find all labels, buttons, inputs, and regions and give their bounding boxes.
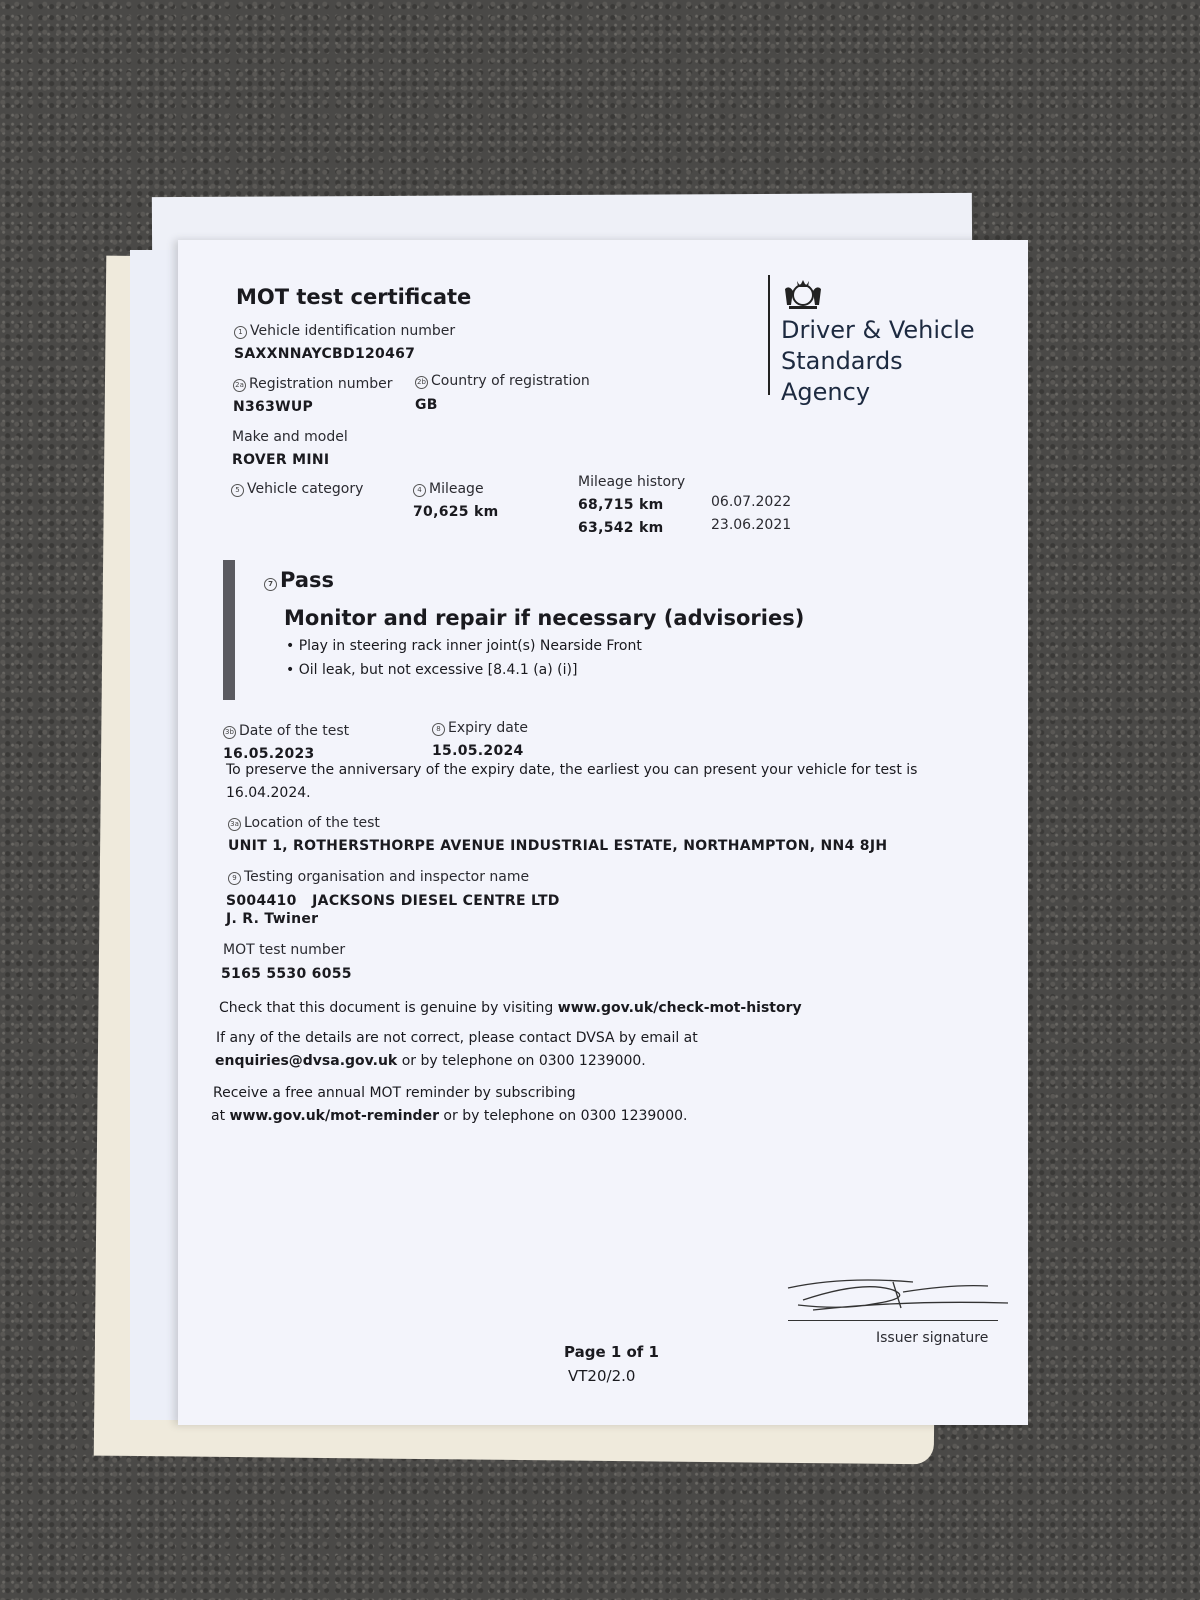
advisory-item: • Play in steering rack inner joint(s) Nearside Front	[286, 638, 642, 654]
field-number-icon: 3b	[223, 726, 236, 739]
country-label: 2b Country of registration	[415, 373, 590, 389]
check-mot-link: www.gov.uk/check-mot-history	[557, 1000, 802, 1016]
history-date: 06.07.2022	[711, 494, 792, 510]
inspector-name: J. R. Twiner	[226, 911, 319, 927]
signature-line	[788, 1320, 998, 1321]
field-number-icon: 3a	[228, 818, 241, 831]
organisation-label: 9 Testing organisation and inspector name	[228, 869, 529, 885]
contact-text: If any of the details are not correct, please contact DVSA by email at	[216, 1030, 698, 1046]
contact-email: enquiries@dvsa.gov.uk	[215, 1053, 398, 1069]
history-date: 23.06.2021	[711, 517, 792, 533]
expiry-date-label: 8 Expiry date	[432, 720, 528, 736]
issuer-signature	[783, 1270, 1013, 1320]
royal-crest-icon	[781, 275, 825, 311]
make-value: ROVER MINI	[232, 452, 330, 468]
field-number-icon: 7	[264, 578, 277, 591]
vin-label: 1 Vehicle identification number	[234, 323, 455, 339]
test-date-label: 3b Date of the test	[223, 723, 349, 739]
mileage-history-label: Mileage history	[578, 474, 686, 490]
reg-value: N363WUP	[233, 399, 314, 415]
contact-text-2: enquiries@dvsa.gov.uk or by telephone on 0300 1239000.	[215, 1053, 646, 1069]
field-number-icon: 9	[228, 872, 241, 885]
advisories-title: Monitor and repair if necessary (advisories)	[284, 606, 805, 630]
mileage-value: 70,625 km	[413, 504, 499, 520]
reminder-text: Receive a free annual MOT reminder by subscribing	[213, 1085, 576, 1101]
test-date-value: 16.05.2023	[223, 746, 315, 762]
field-number-icon: 4	[413, 484, 426, 497]
field-number-icon: 5	[231, 484, 244, 497]
field-number-icon: 2b	[415, 376, 428, 389]
mot-certificate-page	[178, 240, 1028, 1425]
result-status-bar	[223, 560, 235, 700]
field-number-icon: 2a	[233, 379, 246, 392]
expiry-note: To preserve the anniversary of the expiry date, the earliest you can present your vehicle for test is	[226, 762, 918, 778]
vin-value: SAXXNNAYCBD120467	[234, 346, 416, 362]
organisation-value: S004410 JACKSONS DIESEL CENTRE LTD	[226, 893, 560, 909]
field-number-icon: 1	[234, 326, 247, 339]
reminder-link: www.gov.uk/mot-reminder	[229, 1108, 439, 1124]
history-km: 68,715 km	[578, 497, 664, 513]
history-km: 63,542 km	[578, 520, 664, 536]
make-label: Make and model	[232, 429, 348, 445]
location-label: 3a Location of the test	[228, 815, 380, 831]
category-label: 5 Vehicle category	[231, 481, 363, 497]
advisory-item: • Oil leak, but not excessive [8.4.1 (a) (i)]	[286, 662, 578, 678]
dvsa-logo-text: Driver & Vehicle Standards Agency	[781, 316, 975, 406]
form-code: VT20/2.0	[568, 1367, 636, 1385]
country-value: GB	[415, 397, 438, 413]
logo-divider	[768, 275, 770, 395]
mileage-label: 4 Mileage	[413, 481, 484, 497]
expiry-date-value: 15.05.2024	[432, 743, 524, 759]
expiry-note-date: 16.04.2024.	[226, 785, 311, 801]
certificate-title: MOT test certificate	[236, 285, 472, 309]
test-number-label: MOT test number	[223, 942, 346, 958]
check-genuine-text: Check that this document is genuine by visiting www.gov.uk/check-mot-history	[219, 1000, 802, 1016]
signature-label: Issuer signature	[876, 1330, 989, 1346]
reg-label: 2a Registration number	[233, 376, 393, 392]
reminder-text-2: at www.gov.uk/mot-reminder or by telephone on 0300 1239000.	[211, 1108, 688, 1124]
field-number-icon: 8	[432, 723, 445, 736]
location-value: UNIT 1, ROTHERSTHORPE AVENUE INDUSTRIAL ESTATE, NORTHAMPTON, NN4 8JH	[228, 838, 888, 854]
result-status: 7 Pass	[264, 568, 334, 592]
page-number: Page 1 of 1	[564, 1343, 659, 1361]
test-number-value: 5165 5530 6055	[221, 966, 352, 982]
